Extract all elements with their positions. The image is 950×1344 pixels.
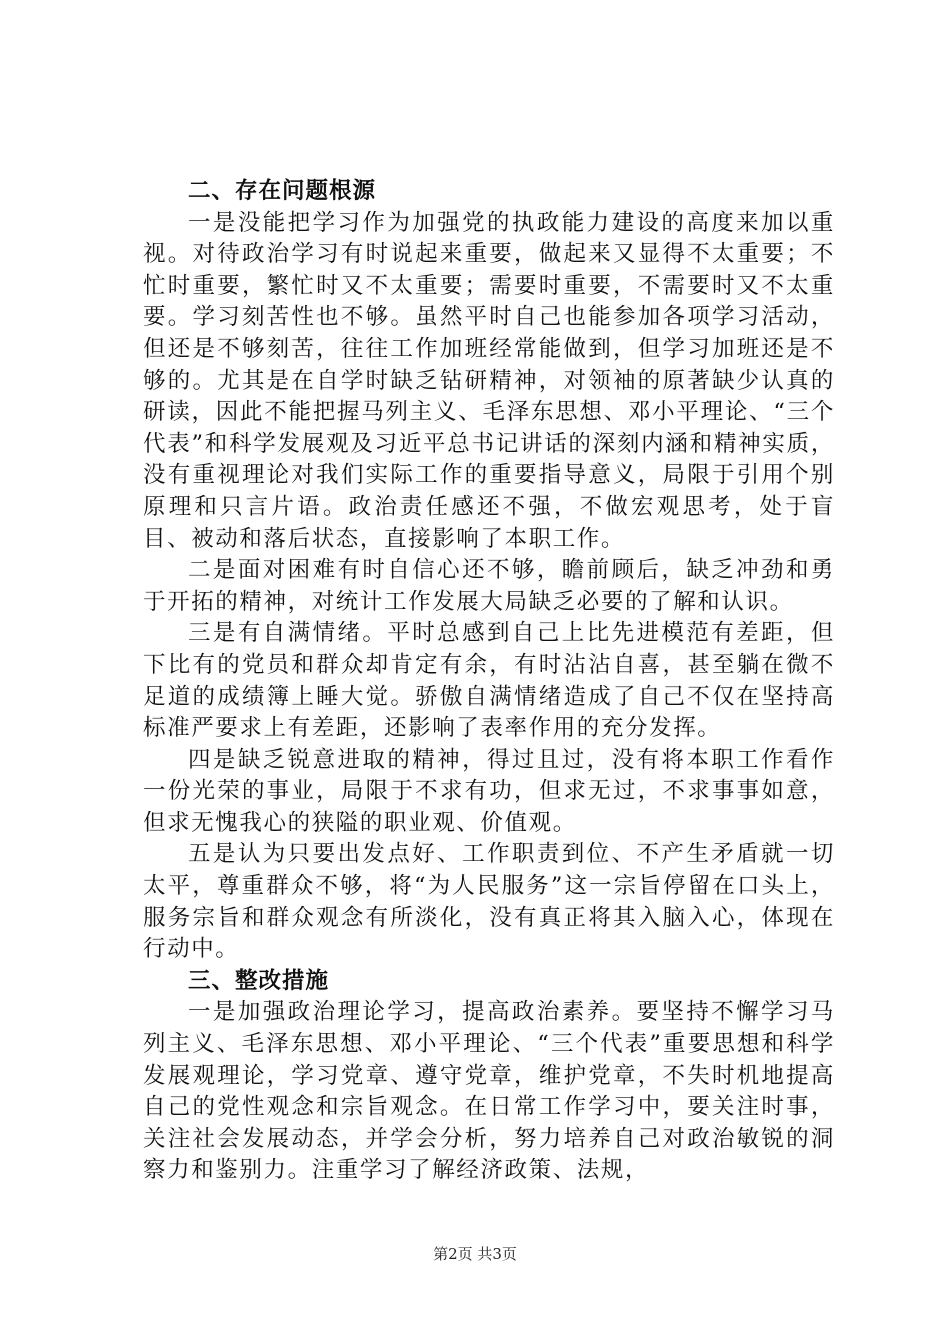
paragraph-cause-3: 三是有自满情绪。平时总感到自己上比先进模范有差距，但下比有的党员和群众却肯定有余，有时沾沾自喜，甚至躺在微不足道的成绩簿上睡大觉。骄傲自满情绪造成了自己不仅在坚持高标准严要求上有差距，还影响了表率作用的充分发挥。 <box>143 620 835 742</box>
paragraph-cause-1: 一是没能把学习作为加强党的执政能力建设的高度来加以重视。对待政治学习有时说起来重要，做起来又显得不太重要；不忙时重要，繁忙时又不太重要；需要时重要，不需要时又不太重要。学习刻苦性也不够。虽然平时自己也能参加各项学习活动，但还是不够刻苦，往往工作加班经常能做到，但学习加班还是不够的。尤其是在自学时缺乏钻研精神，对领袖的原著缺少认真的研读，因此不能把握马列主义、毛泽东思想、邓小平理论、“三个代表”和科学发展观及习近平总书记讲话的深刻内涵和精神实质，没有重视理论对我们实际工作的重要指导意义，局限于引用个别原理和只言片语。政治责任感还不强，不做宏观思考，处于盲目、被动和落后状态，直接影响了本职工作。 <box>143 209 835 552</box>
paragraph-cause-4: 四是缺乏锐意进取的精神，得过且过，没有将本职工作看作一份光荣的事业，局限于不求有功，但求无过，不求事事如意，但求无愧我心的狭隘的职业观、价值观。 <box>143 746 835 836</box>
paragraph-measure-1: 一是加强政治理论学习，提高政治素养。要坚持不懈学习马列主义、毛泽东思想、邓小平理论、“三个代表”重要思想和科学发展观理论，学习党章、遵守党章，维护党章，不失时机地提高自己的党性观念和宗旨观念。在日常工作学习中，要关注时事，关注社会发展动态，并学会分析，努力培养自己对政治敏锐的洞察力和鉴别力。注重学习了解经济政策、法规， <box>143 999 835 1184</box>
document-body <box>143 176 835 1187</box>
page-number-footer: 第2页 共3页 <box>433 1245 517 1263</box>
paragraph-cause-2: 二是面对困难有时自信心还不够，瞻前顾后，缺乏冲劲和勇于开拓的精神，对统计工作发展大局缺乏必要的了解和认识。 <box>143 557 835 615</box>
section-heading-root-causes: 二、存在问题根源 <box>188 178 377 204</box>
section-heading-rectification: 三、整改措施 <box>188 967 330 994</box>
paragraph-cause-5: 五是认为只要出发点好、工作职责到位、不产生矛盾就一切太平，尊重群众不够，将“为人民服务”这一宗旨停留在口头上，服务宗旨和群众观念有所淡化，没有真正将其入脑入心，体现在行动中。 <box>143 841 835 963</box>
